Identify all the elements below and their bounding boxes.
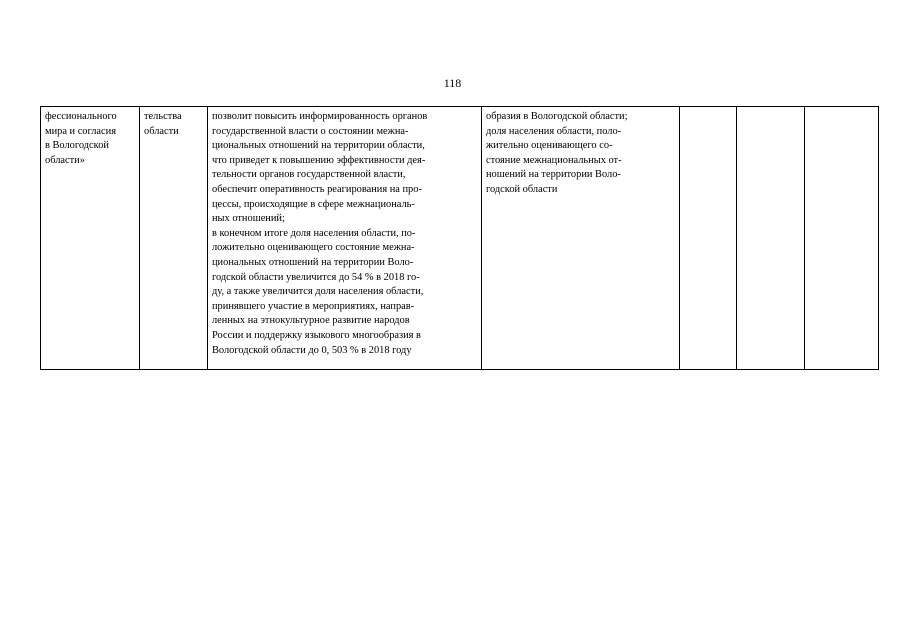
cell-text-line: доля населения области, поло-: [486, 125, 622, 137]
cell-col-2: [140, 107, 208, 370]
cell-text-line: что приведет к повышению эффективности дея-: [212, 154, 426, 166]
cell-col-1: [41, 107, 140, 370]
cell-text-line: ду, а также увеличится доля населения области,: [212, 286, 424, 298]
table-row: [41, 107, 879, 370]
cell-text-line: государственной власти о состоянии межна-: [212, 125, 409, 137]
cell-text-line: жительно оценивающего со-: [486, 140, 613, 152]
cell-col-3: [208, 107, 482, 370]
cell-text-line: в конечном итоге доля населения области, по-: [212, 227, 416, 239]
cell-text-line: позволит повысить информированность органов: [212, 111, 428, 122]
cell-text-line: тельности органов государственной власти,: [212, 169, 406, 181]
cell-text-line: фессионального: [45, 111, 117, 122]
cell-col-6: [737, 107, 805, 370]
cell-col-5: [680, 107, 737, 370]
cell-text-line: цессы, происходящие в сфере межнациональ-: [212, 198, 415, 210]
cell-text-line: Вологодской области до 0, 503 % в 2018 году: [212, 344, 412, 356]
cell-text-line: ложительно оценивающего состояние межна-: [212, 242, 415, 254]
cell-text-line: России и поддержку языкового многообразия в: [212, 329, 421, 341]
cell-text-line: годской области: [486, 183, 558, 195]
cell-text-line: ленных на этнокультурное развитие народов: [212, 315, 410, 327]
cell-text-line: в Вологодской: [45, 140, 109, 152]
cell-text-line: обеспечит оперативность реагирования на про-: [212, 183, 422, 195]
cell-text-line: тельства: [144, 111, 182, 122]
cell-col-7: [805, 107, 879, 370]
cell-text-line: принявшего участие в мероприятиях, направ-: [212, 300, 415, 312]
cell-text-line: циональных отношений на территории Воло-: [212, 256, 414, 268]
cell-text-line: мира и согласия: [45, 125, 116, 137]
cell-col-4: [482, 107, 680, 370]
data-table: [40, 106, 879, 370]
cell-text-line: ношений на территории Воло-: [486, 169, 621, 181]
cell-text-line: циональных отношений на территории области,: [212, 140, 425, 152]
cell-text-line: ных отношений;: [212, 213, 285, 225]
cell-text-line: стояние межнациональных от-: [486, 154, 622, 166]
cell-text-line: годской области увеличится до 54 % в 2018 го-: [212, 271, 420, 283]
cell-text-line: области»: [45, 154, 85, 166]
page-number: 118: [443, 76, 462, 90]
cell-text-line: образия в Вологодской области;: [486, 111, 628, 122]
cell-text-line: области: [144, 125, 179, 137]
